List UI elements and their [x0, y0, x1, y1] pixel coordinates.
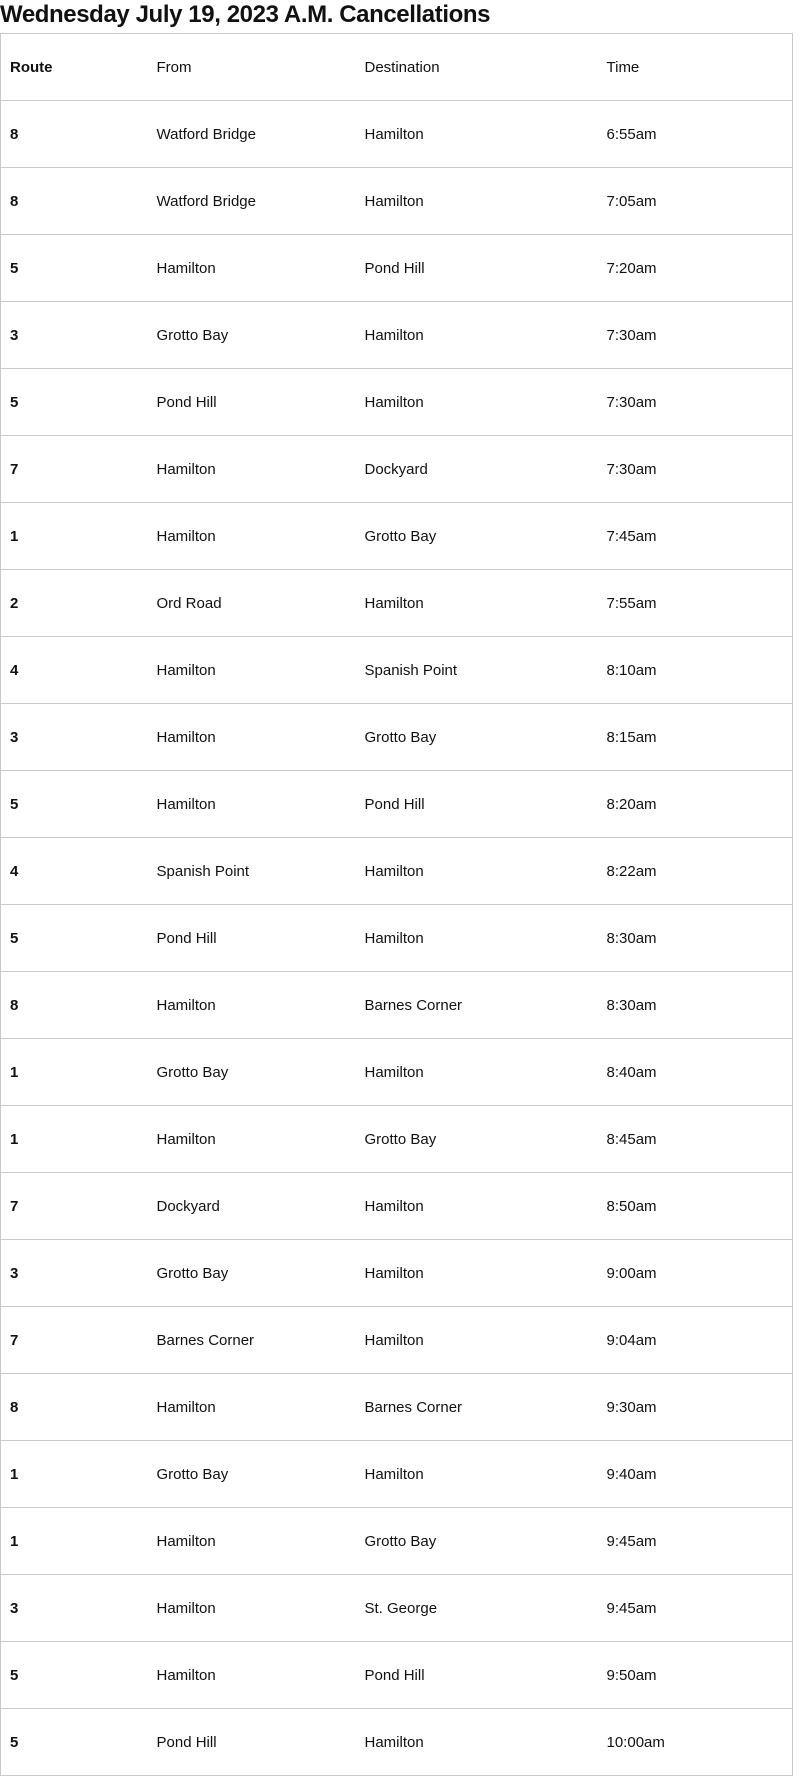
route-cell: 5 — [1, 771, 148, 838]
from-cell: Hamilton — [148, 1508, 356, 1575]
from-cell: Hamilton — [148, 1374, 356, 1441]
route-cell: 5 — [1, 369, 148, 436]
time-cell: 9:30am — [598, 1374, 793, 1441]
destination-cell: Hamilton — [356, 838, 598, 905]
table-row — [1, 1642, 793, 1709]
from-cell: Hamilton — [148, 1642, 356, 1709]
table-row — [1, 570, 793, 637]
from-cell: Hamilton — [148, 235, 356, 302]
destination-cell: Hamilton — [356, 1039, 598, 1106]
table-row — [1, 1307, 793, 1374]
table-row — [1, 637, 793, 704]
table-row — [1, 503, 793, 570]
time-cell: 9:45am — [598, 1575, 793, 1642]
destination-cell: Hamilton — [356, 1441, 598, 1508]
destination-cell: Grotto Bay — [356, 704, 598, 771]
from-cell: Dockyard — [148, 1173, 356, 1240]
time-cell: 9:45am — [598, 1508, 793, 1575]
destination-cell: Pond Hill — [356, 1642, 598, 1709]
destination-cell: Hamilton — [356, 905, 598, 972]
table-row — [1, 1508, 793, 1575]
table-body — [1, 101, 793, 1776]
time-cell: 8:30am — [598, 972, 793, 1039]
from-cell: Ord Road — [148, 570, 356, 637]
table-row — [1, 838, 793, 905]
time-cell: 10:00am — [598, 1709, 793, 1776]
destination-cell: Spanish Point — [356, 637, 598, 704]
table-row — [1, 1039, 793, 1106]
destination-cell: Grotto Bay — [356, 503, 598, 570]
table-row — [1, 302, 793, 369]
time-cell: 9:50am — [598, 1642, 793, 1709]
from-cell: Watford Bridge — [148, 168, 356, 235]
destination-cell: Dockyard — [356, 436, 598, 503]
route-cell: 4 — [1, 637, 148, 704]
time-cell: 7:45am — [598, 503, 793, 570]
destination-cell: Grotto Bay — [356, 1508, 598, 1575]
route-cell: 1 — [1, 1508, 148, 1575]
route-cell: 1 — [1, 503, 148, 570]
route-cell: 8 — [1, 168, 148, 235]
time-cell: 7:20am — [598, 235, 793, 302]
table-row — [1, 168, 793, 235]
from-cell: Grotto Bay — [148, 1240, 356, 1307]
destination-cell: Hamilton — [356, 570, 598, 637]
route-cell: 7 — [1, 1307, 148, 1374]
time-cell: 9:04am — [598, 1307, 793, 1374]
route-cell: 1 — [1, 1106, 148, 1173]
destination-cell: Barnes Corner — [356, 1374, 598, 1441]
time-cell: 7:30am — [598, 436, 793, 503]
table-row — [1, 1173, 793, 1240]
table-row — [1, 771, 793, 838]
from-cell: Hamilton — [148, 503, 356, 570]
route-cell: 7 — [1, 436, 148, 503]
from-cell: Hamilton — [148, 637, 356, 704]
table-row — [1, 704, 793, 771]
from-cell: Hamilton — [148, 436, 356, 503]
time-cell: 6:55am — [598, 101, 793, 168]
route-cell: 7 — [1, 1173, 148, 1240]
table-row — [1, 1441, 793, 1508]
route-cell: 3 — [1, 704, 148, 771]
from-cell: Pond Hill — [148, 1709, 356, 1776]
time-cell: 8:22am — [598, 838, 793, 905]
cancellations-table — [0, 33, 793, 1776]
time-cell: 7:30am — [598, 369, 793, 436]
table-row — [1, 1709, 793, 1776]
route-cell: 8 — [1, 972, 148, 1039]
route-cell: 2 — [1, 570, 148, 637]
from-cell: Hamilton — [148, 1575, 356, 1642]
destination-cell: Hamilton — [356, 1307, 598, 1374]
time-cell: 8:15am — [598, 704, 793, 771]
table-header-row — [1, 34, 793, 101]
route-cell: 8 — [1, 101, 148, 168]
from-cell: Spanish Point — [148, 838, 356, 905]
route-cell: 5 — [1, 235, 148, 302]
column-header-route: Route — [1, 34, 148, 101]
time-cell: 8:20am — [598, 771, 793, 838]
time-cell: 9:40am — [598, 1441, 793, 1508]
destination-cell: Hamilton — [356, 1709, 598, 1776]
time-cell: 7:55am — [598, 570, 793, 637]
destination-cell: Pond Hill — [356, 771, 598, 838]
destination-cell: Barnes Corner — [356, 972, 598, 1039]
route-cell: 1 — [1, 1039, 148, 1106]
time-cell: 9:00am — [598, 1240, 793, 1307]
route-cell: 5 — [1, 1642, 148, 1709]
time-cell: 8:45am — [598, 1106, 793, 1173]
from-cell: Grotto Bay — [148, 302, 356, 369]
time-cell: 7:05am — [598, 168, 793, 235]
table-row — [1, 1575, 793, 1642]
table-row — [1, 1106, 793, 1173]
from-cell: Hamilton — [148, 972, 356, 1039]
route-cell: 8 — [1, 1374, 148, 1441]
route-cell: 1 — [1, 1441, 148, 1508]
page-title: Wednesday July 19, 2023 A.M. Cancellations — [0, 1, 491, 28]
from-cell: Grotto Bay — [148, 1039, 356, 1106]
column-header-time: Time — [598, 34, 793, 101]
time-cell: 8:10am — [598, 637, 793, 704]
route-cell: 3 — [1, 1240, 148, 1307]
route-cell: 5 — [1, 1709, 148, 1776]
route-cell: 3 — [1, 302, 148, 369]
table-row — [1, 235, 793, 302]
destination-cell: Pond Hill — [356, 235, 598, 302]
table-row — [1, 1240, 793, 1307]
destination-cell: Hamilton — [356, 302, 598, 369]
column-header-destination: Destination — [356, 34, 598, 101]
destination-cell: Grotto Bay — [356, 1106, 598, 1173]
route-cell: 3 — [1, 1575, 148, 1642]
destination-cell: St. George — [356, 1575, 598, 1642]
table-row — [1, 905, 793, 972]
table-row — [1, 1374, 793, 1441]
time-cell: 8:50am — [598, 1173, 793, 1240]
route-cell: 4 — [1, 838, 148, 905]
table-row — [1, 972, 793, 1039]
column-header-from: From — [148, 34, 356, 101]
from-cell: Hamilton — [148, 704, 356, 771]
time-cell: 7:30am — [598, 302, 793, 369]
destination-cell: Hamilton — [356, 1173, 598, 1240]
time-cell: 8:40am — [598, 1039, 793, 1106]
from-cell: Watford Bridge — [148, 101, 356, 168]
table-row — [1, 101, 793, 168]
destination-cell: Hamilton — [356, 1240, 598, 1307]
route-cell: 5 — [1, 905, 148, 972]
table-row — [1, 436, 793, 503]
destination-cell: Hamilton — [356, 168, 598, 235]
from-cell: Barnes Corner — [148, 1307, 356, 1374]
time-cell: 8:30am — [598, 905, 793, 972]
table-row — [1, 369, 793, 436]
destination-cell: Hamilton — [356, 369, 598, 436]
from-cell: Hamilton — [148, 1106, 356, 1173]
from-cell: Hamilton — [148, 771, 356, 838]
destination-cell: Hamilton — [356, 101, 598, 168]
from-cell: Pond Hill — [148, 905, 356, 972]
from-cell: Pond Hill — [148, 369, 356, 436]
from-cell: Grotto Bay — [148, 1441, 356, 1508]
